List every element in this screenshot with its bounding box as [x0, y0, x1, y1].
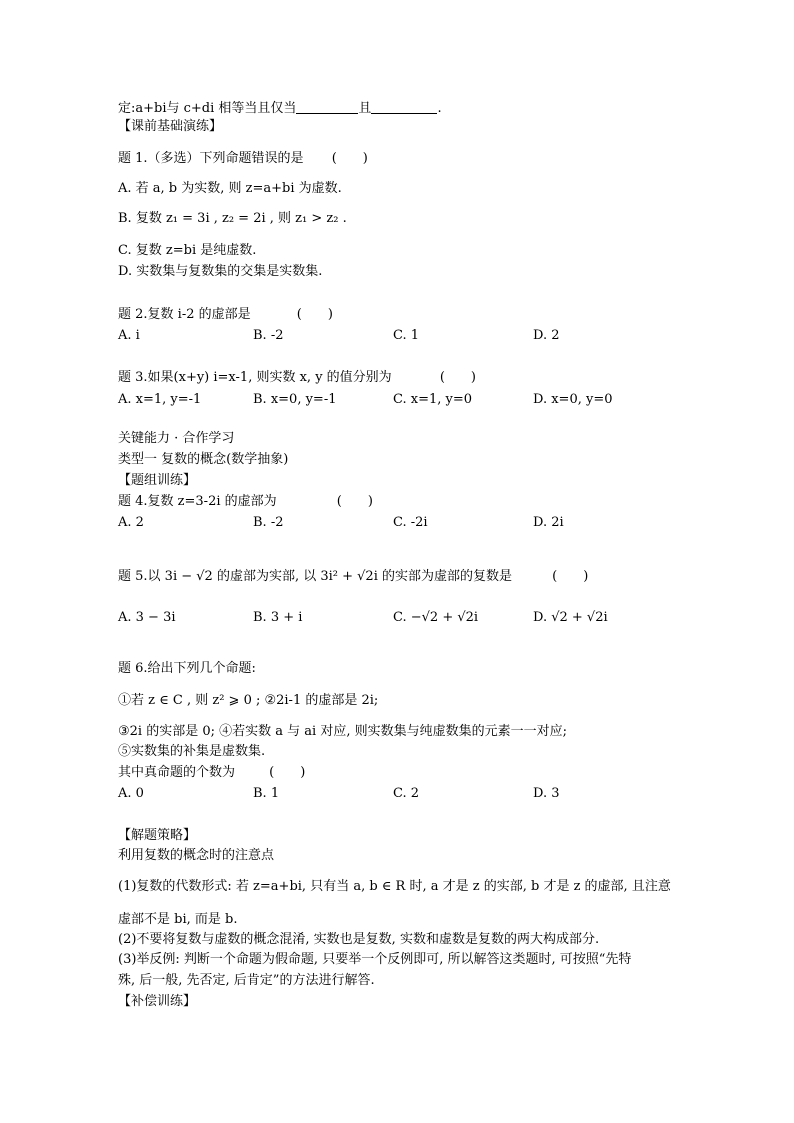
strategy-point-3-cont: 殊, 后一般, 先否定, 后肯定”的方法进行解答.: [118, 973, 375, 988]
section-heading-ability: 关键能力 · 合作学习: [118, 431, 235, 446]
q6-paren: ( ): [269, 765, 306, 780]
q6-option-d: D. 3: [533, 786, 560, 801]
q2-option-d: D. 2: [533, 328, 560, 343]
q3-option-a: A. x=1, y=-1: [118, 392, 202, 407]
q2-option-c: C. 1: [393, 328, 420, 343]
q1-paren: ( ): [331, 151, 368, 166]
definition-text: 定:a+bi与 c+di 相等当且仅当: [118, 101, 297, 116]
q3-options: [118, 391, 678, 409]
strategy-point-1-cont: 虚部不是 bi, 而是 b.: [118, 912, 238, 927]
q1-option-b: B. 复数 z₁ = 3i , z₂ = 2i , 则 z₁ > z₂ .: [118, 211, 347, 226]
q6-option-a: A. 0: [118, 786, 144, 801]
q5-option-b: B. 3 + i: [253, 610, 303, 625]
q2-options: [118, 327, 678, 345]
q5-option-d: D. √2 + √2i: [533, 610, 608, 625]
q1-stem-text: 题 1.（多选）下列命题错误的是: [118, 151, 304, 166]
q4-option-c: C. -2i: [393, 515, 428, 530]
q6-line-4: [118, 764, 305, 782]
q6-line-1: ①若 z ∈ C , 则 z² ⩾ 0 ; ②2i-1 的虚部是 2i;: [118, 693, 379, 708]
q5-option-a: A. 3 − 3i: [118, 610, 176, 625]
definition-mid: 且: [358, 101, 372, 116]
q4-options: [118, 514, 678, 532]
section-heading-group: 【题组训练】: [118, 473, 197, 488]
q2-stem: [118, 306, 333, 324]
q3-stem-text: 题 3.如果(x+y) i=x-1, 则实数 x, y 的值分别为: [118, 370, 392, 385]
q3-paren: ( ): [439, 370, 476, 385]
q6-options: [118, 785, 678, 803]
q5-stem: [118, 568, 588, 586]
q4-stem-text: 题 4.复数 z=3-2i 的虚部为: [118, 494, 277, 509]
definition-end: .: [437, 101, 442, 116]
q1-stem: [118, 150, 368, 168]
section-heading-compensation: 【补偿训练】: [118, 994, 197, 1009]
definition-line: [118, 100, 442, 118]
q3-option-b: B. x=0, y=-1: [253, 392, 337, 407]
q4-paren: ( ): [336, 494, 373, 509]
q3-stem: [118, 369, 476, 387]
q1-option-d: D. 实数集与复数集的交集是实数集.: [118, 264, 323, 279]
q3-option-c: C. x=1, y=0: [393, 392, 473, 407]
q6-option-b: B. 1: [253, 786, 280, 801]
strategy-title: 利用复数的概念时的注意点: [118, 848, 275, 863]
q5-option-c: C. −√2 + √2i: [393, 610, 479, 625]
q4-stem: [118, 493, 373, 511]
q2-option-b: B. -2: [253, 328, 284, 343]
section-heading-basic: 【课前基础演练】: [118, 119, 223, 134]
strategy-point-1: (1)复数的代数形式: 若 z=a+bi, 只有当 a, b ∈ R 时, a 才是 z 的实部, b 才是 z 的虚部, 且注意: [118, 879, 671, 894]
blank-1: [296, 100, 358, 114]
strategy-point-3: (3)举反例: 判断一个命题为假命题, 只要举一个反例即可, 所以解答这类题时, 可按照“先特: [118, 952, 632, 967]
q2-paren: ( ): [296, 307, 333, 322]
q5-stem-text: 题 5.以 3i − √2 的虚部为实部, 以 3i² + √2i 的实部为虚部的复数是: [118, 569, 512, 584]
q2-stem-text: 题 2.复数 i-2 的虚部是: [118, 307, 251, 322]
q2-option-a: A. i: [118, 328, 140, 343]
q6-option-c: C. 2: [393, 786, 420, 801]
q3-option-d: D. x=0, y=0: [533, 392, 613, 407]
q6-stem: 题 6.给出下列几个命题:: [118, 661, 256, 676]
section-heading-type1: 类型一 复数的概念(数学抽象): [118, 452, 289, 467]
q1-option-c: C. 复数 z=bi 是纯虚数.: [118, 243, 257, 258]
section-heading-strategy: 【解题策略】: [118, 828, 197, 843]
q6-line-2: ③2i 的实部是 0; ④若实数 a 与 ai 对应, 则实数集与纯虚数集的元素一一对应;: [118, 724, 567, 739]
q4-option-a: A. 2: [118, 515, 144, 530]
q1-option-a: A. 若 a, b 为实数, 则 z=a+bi 为虚数.: [118, 181, 342, 196]
q6-line-4-text: 其中真命题的个数为: [118, 765, 236, 780]
q5-options: [118, 609, 678, 627]
q4-option-d: D. 2i: [533, 515, 564, 530]
q6-line-3: ⑤实数集的补集是虚数集.: [118, 744, 266, 759]
blank-2: [371, 100, 437, 114]
q4-option-b: B. -2: [253, 515, 284, 530]
q5-paren: ( ): [552, 569, 589, 584]
strategy-point-2: (2)不要将复数与虚数的概念混淆, 实数也是复数, 实数和虚数是复数的两大构成部分.: [118, 932, 600, 947]
